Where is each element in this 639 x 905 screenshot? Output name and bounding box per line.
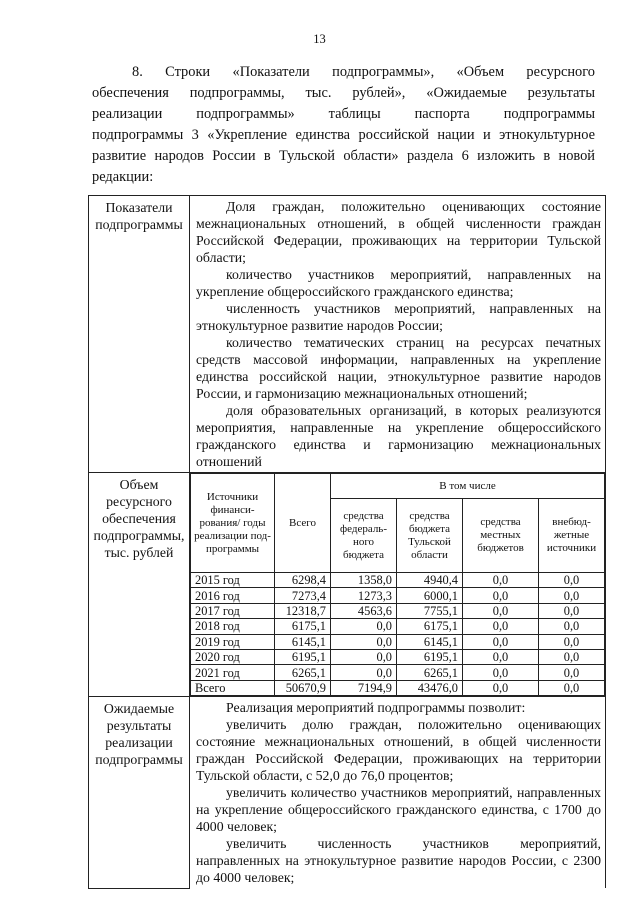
funding-extra-cell: 0,0 <box>539 680 605 695</box>
intro-line: развитие народов России в Тульской области» раздела 6 изложить в новой <box>92 148 595 164</box>
indicator-item: количество участников мероприятий, направленных на укрепление общероссийского гражданского единства; <box>196 267 601 299</box>
funding-total-cell: 6195,1 <box>275 649 331 664</box>
header-federal: средства федераль-ного бюджета <box>331 499 397 573</box>
funding-table-row <box>191 649 605 664</box>
funding-local-cell: 0,0 <box>463 588 539 603</box>
funding-total-cell: 50670,9 <box>275 680 331 695</box>
page-number: 13 <box>313 32 326 46</box>
indicator-item: доля образовательных организаций, в которых реализуются мероприятия, направленные на укрепление общероссийского гражданского единства и гармонизацию межнациональных отношений <box>196 403 601 469</box>
funding-year-cell: 2019 год <box>191 634 275 649</box>
header-extra: внебюд-жетные источники <box>539 499 605 573</box>
funding-table-row <box>191 573 605 588</box>
funding-federal-cell: 0,0 <box>331 649 397 664</box>
funding-extra-cell: 0,0 <box>539 619 605 634</box>
funding-local-cell: 0,0 <box>463 634 539 649</box>
funding-year-cell: 2016 год <box>191 588 275 603</box>
funding-table-row <box>191 588 605 603</box>
results-content <box>190 697 606 889</box>
funding-year-cell: 2020 год <box>191 649 275 664</box>
funding-table-row <box>191 603 605 618</box>
indicators-content <box>190 196 606 473</box>
funding-table-row <box>191 680 605 695</box>
funding-year-cell: 2018 год <box>191 619 275 634</box>
funding-regional-cell: 43476,0 <box>397 680 463 695</box>
funding-local-cell: 0,0 <box>463 665 539 680</box>
funding-table-row <box>191 634 605 649</box>
funding-total-cell: 6298,4 <box>275 573 331 588</box>
funding-total-cell: 6265,1 <box>275 665 331 680</box>
funding-total-cell: 6175,1 <box>275 619 331 634</box>
funding-table <box>190 473 605 696</box>
passport-table <box>88 195 606 889</box>
funding-federal-cell: 0,0 <box>331 619 397 634</box>
indicator-item: количество тематических страниц на ресурсах печатных средств массовой информации, направленных на укрепление единства российской нации, этнокультурное развитие народов России, и гармонизацию межнациональных отношений; <box>196 335 601 401</box>
funding-federal-cell: 0,0 <box>331 665 397 680</box>
result-item: увеличить количество участников мероприятий, направленных на укрепление общероссийского гражданского единства, с 1700 до 4000 человек; <box>196 785 601 835</box>
funding-regional-cell: 6175,1 <box>397 619 463 634</box>
funding-federal-cell: 1358,0 <box>331 573 397 588</box>
intro-line: 8. Строки «Показатели подпрограммы», «Объем ресурсного <box>132 64 595 80</box>
intro-line: обеспечения подпрограммы, тыс. рублей», «Ожидаемые результаты <box>92 85 595 101</box>
funding-row <box>89 473 606 697</box>
funding-year-cell: 2017 год <box>191 603 275 618</box>
intro-line: подпрограммы 3 «Укрепление единства российской нации и этнокультурное <box>92 127 595 143</box>
funding-regional-cell: 6000,1 <box>397 588 463 603</box>
funding-federal-cell: 4563,6 <box>331 603 397 618</box>
funding-total-cell: 12318,7 <box>275 603 331 618</box>
funding-year-cell: 2021 год <box>191 665 275 680</box>
funding-total-cell: 6145,1 <box>275 634 331 649</box>
funding-local-cell: 0,0 <box>463 649 539 664</box>
indicators-row <box>89 196 606 473</box>
header-including: В том числе <box>331 474 605 499</box>
funding-extra-cell: 0,0 <box>539 634 605 649</box>
results-intro: Реализация мероприятий подпрограммы позволит: <box>226 700 526 716</box>
header-source: Источники финанси-рования/ годы реализации под-программы <box>191 474 275 573</box>
header-total: Всего <box>275 474 331 573</box>
indicator-item: Доля граждан, положительно оценивающих состояние межнациональных отношений, в общей численности граждан Российской Федерации, проживающих на территории Тульской области; <box>196 199 601 265</box>
result-item: увеличить долю граждан, положительно оценивающих состояние межнациональных отношений, в общей численности граждан Российской Федерации, проживающих на территории Тульской области, с 52,0 до 76,0 процентов; <box>196 717 601 784</box>
header-regional: средства бюджета Тульской области <box>397 499 463 573</box>
funding-table-row <box>191 619 605 634</box>
intro-paragraph <box>92 62 595 188</box>
funding-extra-cell: 0,0 <box>539 573 605 588</box>
funding-label: Объем ресурсного обеспечения подпрограммы, тыс. рублей <box>89 473 190 697</box>
intro-line: реализации подпрограммы» таблицы паспорта подпрограммы <box>92 106 595 122</box>
funding-total-cell: 7273,4 <box>275 588 331 603</box>
header-local: средства местных бюджетов <box>463 499 539 573</box>
indicators-label: Показатели подпрограммы <box>89 196 190 473</box>
funding-federal-cell: 1273,3 <box>331 588 397 603</box>
funding-extra-cell: 0,0 <box>539 665 605 680</box>
funding-regional-cell: 4940,4 <box>397 573 463 588</box>
funding-content <box>190 473 606 697</box>
funding-local-cell: 0,0 <box>463 573 539 588</box>
funding-extra-cell: 0,0 <box>539 649 605 664</box>
results-row <box>89 697 606 889</box>
results-label: Ожидаемые результаты реализации подпрограммы <box>89 697 190 889</box>
funding-federal-cell: 7194,9 <box>331 680 397 695</box>
funding-year-cell: 2015 год <box>191 573 275 588</box>
indicator-item: численность участников мероприятий, направленных на этнокультурное развитие народов России; <box>196 301 601 333</box>
funding-regional-cell: 6265,1 <box>397 665 463 680</box>
result-item: увеличить численность участников мероприятий, направленных на этнокультурное развитие народов России, с 2300 до 4000 человек; <box>196 836 601 886</box>
funding-year-cell: Всего <box>191 680 275 695</box>
funding-regional-cell: 6145,1 <box>397 634 463 649</box>
funding-table-row <box>191 665 605 680</box>
funding-local-cell: 0,0 <box>463 680 539 695</box>
funding-regional-cell: 6195,1 <box>397 649 463 664</box>
funding-local-cell: 0,0 <box>463 603 539 618</box>
intro-line: редакции: <box>92 169 154 185</box>
funding-federal-cell: 0,0 <box>331 634 397 649</box>
funding-extra-cell: 0,0 <box>539 603 605 618</box>
funding-extra-cell: 0,0 <box>539 588 605 603</box>
funding-regional-cell: 7755,1 <box>397 603 463 618</box>
funding-local-cell: 0,0 <box>463 619 539 634</box>
